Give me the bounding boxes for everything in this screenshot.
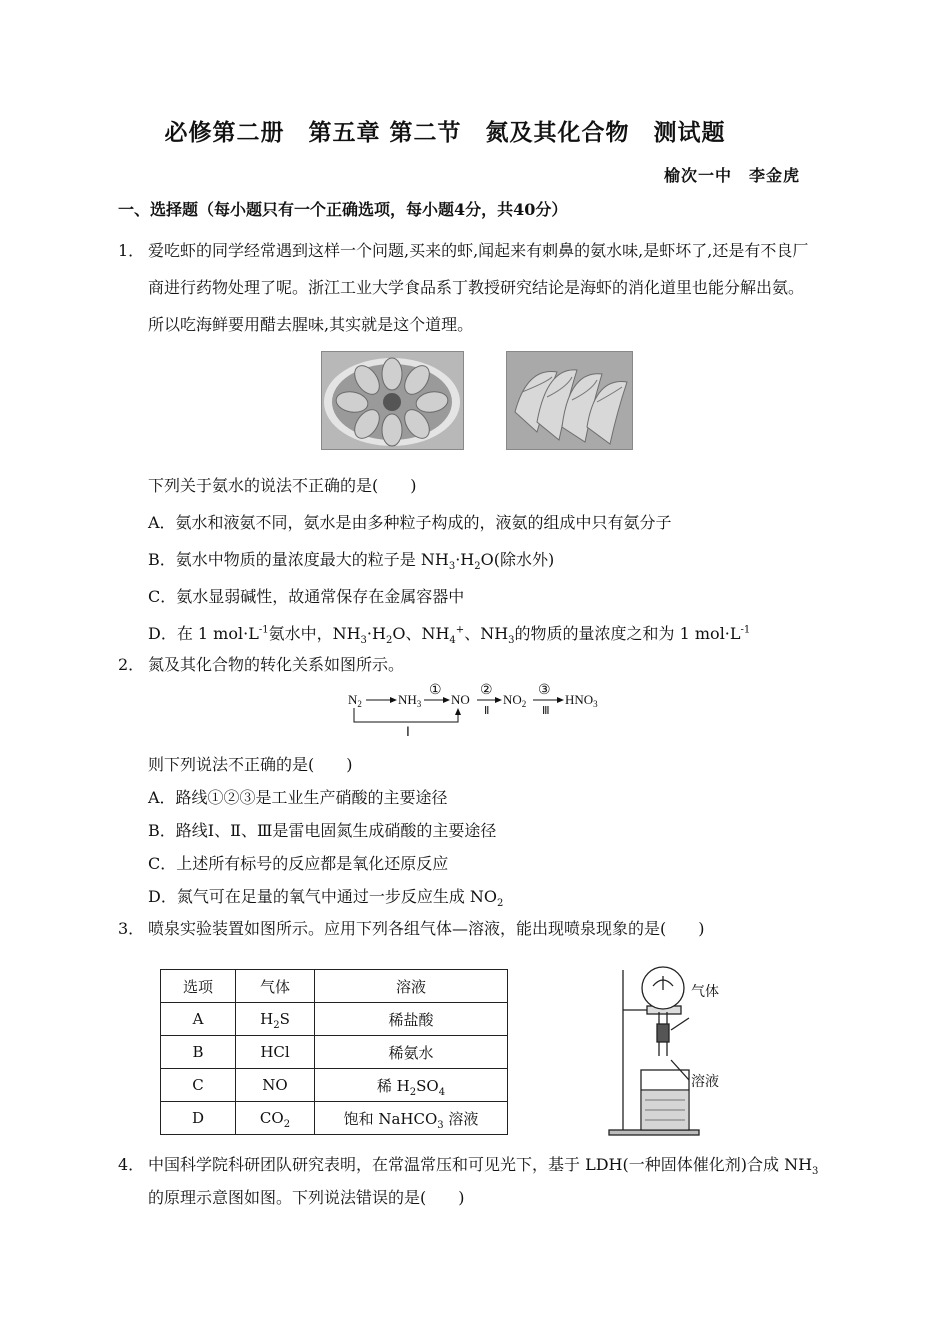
table-cell-gas: $CO_2$ xyxy=(236,1102,315,1135)
table-cell-option: D xyxy=(161,1102,236,1135)
q2-option-b: B．路线Ⅰ、Ⅱ、Ⅲ是雷电固氮生成硝酸的主要途径 xyxy=(148,821,497,840)
diagram-roman-2: Ⅱ xyxy=(484,705,490,717)
table-header-row xyxy=(161,970,508,1003)
q2-option-c: C．上述所有标号的反应都是氧化还原反应 xyxy=(148,854,449,873)
diagram-roman-3: Ⅲ xyxy=(542,705,550,717)
q3-stem: 喷泉实验装置如图所示。应用下列各组气体—溶液，能出现喷泉现象的是( ) xyxy=(148,919,705,938)
table-header-cell: 溶液 xyxy=(315,970,508,1003)
q4-stem-line-1: 中国科学院科研团队研究表明，在常温常压和可见光下，基于 LDH(一种固体催化剂)合成 $NH_3$ xyxy=(148,1155,819,1178)
table-row xyxy=(161,1003,508,1036)
shrimp-closeup-photo xyxy=(506,351,633,450)
table-cell-solution: 稀 $H_2SO_4$ xyxy=(315,1069,508,1102)
table-cell-solution: 稀盐酸 xyxy=(315,1003,508,1036)
diagram-circle-3: ③ xyxy=(538,683,551,698)
author-line: 榆次一中 李金虎 xyxy=(663,166,800,185)
table-header-cell: 气体 xyxy=(236,970,315,1003)
diagram-no2: $NO_2$ xyxy=(503,692,527,709)
apparatus-gas-label: 气体 xyxy=(691,984,719,1000)
diagram-nh3: $NH_3$ xyxy=(398,692,422,709)
diagram-hno3: $HNO_3$ xyxy=(565,692,598,709)
q2-number: 2． xyxy=(118,655,145,674)
table-cell-solution: 饱和 NaHCO$_3$ 溶液 xyxy=(315,1102,508,1135)
table-cell-gas: NO xyxy=(236,1069,315,1102)
table-cell-gas: HCl xyxy=(236,1036,315,1069)
shrimp-plate-photo xyxy=(321,351,464,450)
table-cell-option: B xyxy=(161,1036,236,1069)
q3-options-table xyxy=(160,969,508,1135)
q4-number: 4． xyxy=(118,1155,145,1174)
q1-stem-line-3: 所以吃海鲜要用醋去腥味,其实就是这个道理。 xyxy=(148,315,474,334)
q1-stem-line-1: 爱吃虾的同学经常遇到这样一个问题,买来的虾,闻起来有刺鼻的氨水味,是虾坏了,还是有不良厂 xyxy=(148,241,809,260)
q1-question: 下列关于氨水的说法不正确的是( ) xyxy=(148,476,417,495)
q4-stem-line-2: 的原理示意图如图。下列说法错误的是( ) xyxy=(148,1188,465,1207)
diagram-circle-1: ① xyxy=(429,683,442,698)
table-row xyxy=(161,1036,508,1069)
fountain-apparatus-diagram xyxy=(605,960,745,1140)
q3-number: 3． xyxy=(118,919,145,938)
table-cell-gas: $H_2S$ xyxy=(236,1003,315,1036)
q2-option-a: A．路线①②③是工业生产硝酸的主要途径 xyxy=(148,788,448,807)
table-header-cell: 选项 xyxy=(161,970,236,1003)
apparatus-solution-label: 溶液 xyxy=(691,1074,719,1090)
diagram-no: NO xyxy=(451,692,470,707)
table-cell-option: A xyxy=(161,1003,236,1036)
q1-option-c: C．氨水显弱碱性，故通常保存在金属容器中 xyxy=(148,587,465,606)
q1-option-b: B．氨水中物质的量浓度最大的粒子是 $NH_3\cdot H_2O$(除水外) xyxy=(148,550,555,573)
diagram-circle-2: ② xyxy=(480,683,493,698)
q2-option-d: D．氮气可在足量的氧气中通过一步反应生成 $NO_2$ xyxy=(148,887,504,910)
q2-stem: 氮及其化合物的转化关系如图所示。 xyxy=(148,655,405,674)
table-row xyxy=(161,1069,508,1102)
diagram-n2: $N_2$ xyxy=(348,692,362,709)
table-cell-solution: 稀氨水 xyxy=(315,1036,508,1069)
table-row xyxy=(161,1102,508,1135)
q1-number: 1． xyxy=(118,241,145,260)
q1-option-d: D．在 1 $mol\cdot L^{-1}$氨水中，$NH_3\cdot H_2O$、$NH_4^+$、$NH_3$的物质的量浓度之和为 1 $mol\cdot L^{-1}$ xyxy=(148,624,751,647)
nitrogen-conversion-diagram xyxy=(340,680,620,740)
page-title: 必修第二册 第五章 第二节 氮及其化合物 测试题 xyxy=(164,119,726,146)
q1-option-a: A．氨水和液氨不同，氨水是由多种粒子构成的，液氨的组成中只有氨分子 xyxy=(148,513,672,532)
q1-stem-line-2: 商进行药物处理了呢。浙江工业大学食品系丁教授研究结论是海虾的消化道里也能分解出氨。 xyxy=(148,278,805,297)
table-cell-option: C xyxy=(161,1069,236,1102)
section-heading: 一、选择题（每小题只有一个正确选项，每小题4分，共40分） xyxy=(118,200,568,219)
q2-question: 则下列说法不正确的是( ) xyxy=(148,755,353,774)
diagram-roman-1: Ⅰ xyxy=(406,724,410,739)
